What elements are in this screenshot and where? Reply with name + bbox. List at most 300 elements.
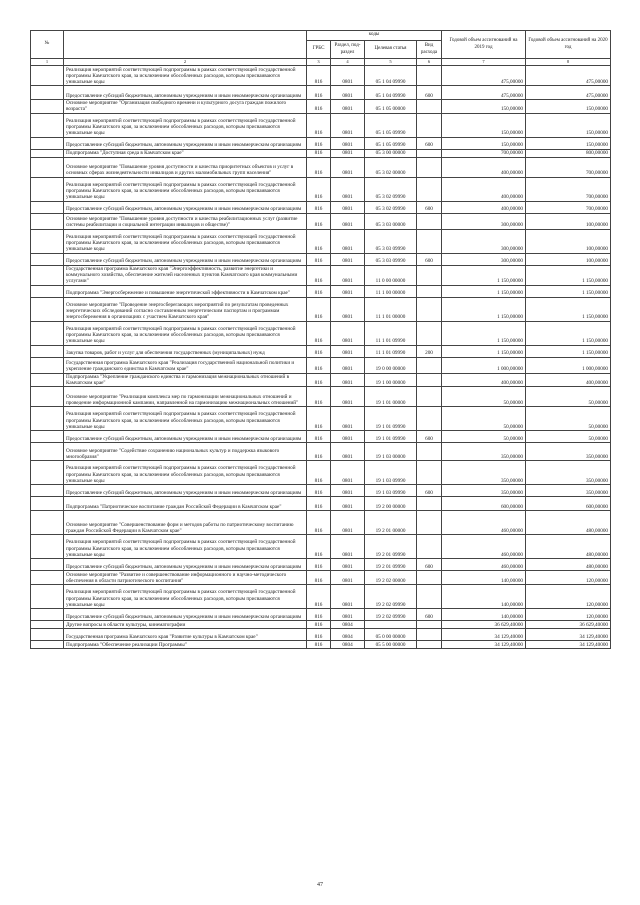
row-number-cell xyxy=(31,66,64,86)
row-razdel-cell: 0801 xyxy=(331,511,365,535)
row-razdel-cell: 0801 xyxy=(331,253,365,265)
row-cs-cell: 11 1 01 00000 xyxy=(365,297,417,321)
row-2019-cell: 50,00000 xyxy=(442,407,526,431)
row-vr-cell xyxy=(417,213,442,229)
row-name-cell: Предоставление субсидий бюджетным, автономным учреждениям и иным некоммерческим организациям xyxy=(64,431,307,443)
row-name-cell: Реализация мероприятий соответствующей подпрограммы в рамках соответствующей государственной программы Камчатского края, за исключением обособленных расходов, которым присваиваются уникальные коды xyxy=(64,66,307,86)
table-row xyxy=(31,229,611,253)
col-num: 4 xyxy=(331,59,365,66)
row-razdel-cell: 0804 xyxy=(331,641,365,649)
table-row xyxy=(31,213,611,229)
row-razdel-cell: 0801 xyxy=(331,461,365,485)
row-razdel-cell: 0801 xyxy=(331,443,365,461)
row-vr-cell xyxy=(417,407,442,431)
row-2019-cell: 50,00000 xyxy=(442,431,526,443)
row-2020-cell: 100,00000 xyxy=(526,213,611,229)
table-row xyxy=(31,137,611,149)
row-2020-cell: 600,00000 xyxy=(526,497,611,511)
row-razdel-cell: 0801 xyxy=(331,177,365,201)
row-grbs-cell: 816 xyxy=(307,201,331,213)
row-cs-cell: 05 3 03 09990 xyxy=(365,229,417,253)
row-vr-cell xyxy=(417,373,442,386)
row-cs-cell: 19 1 03 09990 xyxy=(365,461,417,485)
row-2019-cell: 140,00000 xyxy=(442,609,526,621)
table-row xyxy=(31,535,611,559)
row-number-cell xyxy=(31,113,64,137)
table-row xyxy=(31,387,611,407)
row-grbs-cell: 816 xyxy=(307,641,331,649)
table-row xyxy=(31,357,611,373)
col-number-header: № xyxy=(31,31,64,59)
row-number-cell xyxy=(31,407,64,431)
row-grbs-cell: 816 xyxy=(307,357,331,373)
row-number-cell xyxy=(31,535,64,559)
row-name-cell: Основное мероприятие "Повышение уровня доступности и качества приоритетных объектов и услуг в основных сферах жизнедеятельности инвалидов и других маломобильных групп населения" xyxy=(64,157,307,177)
row-2019-cell: 460,00000 xyxy=(442,559,526,571)
row-grbs-cell: 816 xyxy=(307,511,331,535)
row-2019-cell: 1 150,00000 xyxy=(442,321,526,345)
table-row xyxy=(31,641,611,649)
row-cs-cell: 05 1 05 00000 xyxy=(365,100,417,113)
row-grbs-cell: 816 xyxy=(307,213,331,229)
row-grbs-cell: 816 xyxy=(307,345,331,357)
row-razdel-cell: 0801 xyxy=(331,387,365,407)
row-vr-cell xyxy=(417,535,442,559)
row-2019-cell: 34 129,40000 xyxy=(442,641,526,649)
row-grbs-cell: 816 xyxy=(307,373,331,386)
row-2020-cell: 480,00000 xyxy=(526,535,611,559)
row-number-cell xyxy=(31,253,64,265)
row-2019-cell: 150,00000 xyxy=(442,137,526,149)
table-row xyxy=(31,407,611,431)
row-2019-cell: 140,00000 xyxy=(442,571,526,585)
row-grbs-cell: 816 xyxy=(307,285,331,297)
row-2020-cell: 1 150,00000 xyxy=(526,285,611,297)
row-cs-cell: 05 1 04 09990 xyxy=(365,66,417,86)
row-cs-cell: 19 1 03 09990 xyxy=(365,485,417,497)
row-vr-cell xyxy=(417,571,442,585)
row-razdel-cell: 0801 xyxy=(331,201,365,213)
row-name-cell: Подпрограмма "Патриотическое воспитание граждан Российской Федерации в Камчатском крае" xyxy=(64,497,307,511)
row-vr-cell: 600 xyxy=(417,137,442,149)
row-2020-cell: 50,00000 xyxy=(526,407,611,431)
row-grbs-cell: 816 xyxy=(307,66,331,86)
table-row xyxy=(31,285,611,297)
row-2020-cell: 1 150,00000 xyxy=(526,321,611,345)
row-cs-cell: 05 3 00 00000 xyxy=(365,149,417,157)
row-number-cell xyxy=(31,157,64,177)
row-razdel-cell: 0801 xyxy=(331,345,365,357)
row-grbs-cell: 816 xyxy=(307,100,331,113)
row-cs-cell: 19 2 02 09990 xyxy=(365,609,417,621)
row-razdel-cell: 0801 xyxy=(331,86,365,100)
column-numbers-row xyxy=(31,59,611,66)
row-2019-cell: 350,00000 xyxy=(442,443,526,461)
row-number-cell xyxy=(31,297,64,321)
row-cs-cell: 05 3 03 09990 xyxy=(365,253,417,265)
row-grbs-cell: 816 xyxy=(307,265,331,285)
row-2020-cell: 480,00000 xyxy=(526,511,611,535)
row-number-cell xyxy=(31,345,64,357)
row-2019-cell: 700,00000 xyxy=(442,149,526,157)
col-2020-header: Годовой объем ассигнований на 2020 год xyxy=(526,31,611,59)
row-grbs-cell: 816 xyxy=(307,113,331,137)
row-razdel-cell: 0801 xyxy=(331,373,365,386)
row-2020-cell: 1 150,00000 xyxy=(526,345,611,357)
row-razdel-cell: 0801 xyxy=(331,321,365,345)
row-cs-cell: 05 3 02 09990 xyxy=(365,177,417,201)
row-grbs-cell: 816 xyxy=(307,629,331,641)
row-name-cell: Подпрограмма "Обеспечение реализации Программы" xyxy=(64,641,307,649)
row-2020-cell: 120,00000 xyxy=(526,585,611,609)
row-razdel-cell: 0801 xyxy=(331,407,365,431)
table-row xyxy=(31,345,611,357)
row-razdel-cell: 0801 xyxy=(331,297,365,321)
col-cs-header: Целевая статья xyxy=(365,41,417,59)
row-razdel-cell: 0801 xyxy=(331,285,365,297)
row-number-cell xyxy=(31,641,64,649)
table-row xyxy=(31,113,611,137)
row-number-cell xyxy=(31,609,64,621)
row-number-cell xyxy=(31,285,64,297)
row-name-cell: Реализация мероприятий соответствующей подпрограммы в рамках соответствующей государственной программы Камчатского края, за исключением обособленных расходов, которым присваиваются уникальные коды xyxy=(64,407,307,431)
row-number-cell xyxy=(31,86,64,100)
row-cs-cell: 19 2 00 00000 xyxy=(365,497,417,511)
row-vr-cell xyxy=(417,265,442,285)
row-vr-cell xyxy=(417,461,442,485)
row-2020-cell: 1 150,00000 xyxy=(526,265,611,285)
table-row xyxy=(31,461,611,485)
table-row xyxy=(31,321,611,345)
row-2020-cell: 350,00000 xyxy=(526,443,611,461)
row-number-cell xyxy=(31,357,64,373)
row-name-cell: Основное мероприятие "Проведение энергосберегающих мероприятий по результатам проведенных энергетических обследований согласно составленным энергетическим паспортам и программам энергосбережения в организациях с участием Камчатского края" xyxy=(64,297,307,321)
row-name-cell: Реализация мероприятий соответствующей подпрограммы в рамках соответствующей государственной программы Камчатского края, за исключением обособленных расходов, которым присваиваются уникальные коды xyxy=(64,321,307,345)
row-2020-cell: 150,00000 xyxy=(526,100,611,113)
row-grbs-cell: 816 xyxy=(307,137,331,149)
row-2019-cell: 475,00000 xyxy=(442,86,526,100)
row-2020-cell: 1 000,00000 xyxy=(526,357,611,373)
row-vr-cell xyxy=(417,321,442,345)
row-razdel-cell: 0801 xyxy=(331,113,365,137)
table-row xyxy=(31,621,611,629)
table-row xyxy=(31,297,611,321)
row-2019-cell: 150,00000 xyxy=(442,100,526,113)
row-grbs-cell: 816 xyxy=(307,443,331,461)
row-number-cell xyxy=(31,387,64,407)
row-razdel-cell: 0801 xyxy=(331,213,365,229)
table-row xyxy=(31,177,611,201)
row-name-cell: Основное мероприятие "Повышение уровня доступности и качества реабилитационных услуг (развитие системы реабилитации и социальной интеграции инвалидов и обществе)" xyxy=(64,213,307,229)
row-name-cell: Подпрограмма "Укрепление гражданского единства и гармонизация межнациональных отношений в Камчатском крае" xyxy=(64,373,307,386)
row-vr-cell xyxy=(417,177,442,201)
row-2019-cell: 400,00000 xyxy=(442,177,526,201)
row-number-cell xyxy=(31,443,64,461)
row-number-cell xyxy=(31,373,64,386)
codes-header: коды xyxy=(307,31,442,41)
row-name-cell: Предоставление субсидий бюджетным, автономным учреждениям и иным некоммерческим организациям xyxy=(64,485,307,497)
table-row xyxy=(31,373,611,386)
row-cs-cell xyxy=(365,621,417,629)
row-razdel-cell: 0801 xyxy=(331,559,365,571)
row-2020-cell: 120,00000 xyxy=(526,571,611,585)
row-name-cell: Другие вопросы в области культуры, кинематографии xyxy=(64,621,307,629)
row-name-cell: Основное мероприятие "Организация свободного времени и культурного досуга граждан пожилого возраста" xyxy=(64,100,307,113)
row-razdel-cell: 0801 xyxy=(331,137,365,149)
row-name-cell: Государственная программа Камчатского края "Развитие культуры в Камчатском крае" xyxy=(64,629,307,641)
row-vr-cell xyxy=(417,387,442,407)
row-2020-cell: 120,00000 xyxy=(526,609,611,621)
row-grbs-cell: 816 xyxy=(307,485,331,497)
row-vr-cell xyxy=(417,149,442,157)
row-2020-cell: 800,00000 xyxy=(526,149,611,157)
table-row xyxy=(31,149,611,157)
row-name-cell: Основное мероприятие "Совершенствование форм и методов работы по патриотическому воспитанию граждан Российской Федерации в Камчатском крае" xyxy=(64,511,307,535)
row-cs-cell: 05 5 00 00000 xyxy=(365,641,417,649)
row-cs-cell: 19 1 01 00000 xyxy=(365,387,417,407)
row-grbs-cell: 816 xyxy=(307,461,331,485)
table-body xyxy=(31,66,611,649)
col-grbs-header: ГРБС xyxy=(307,41,331,59)
row-2020-cell: 100,00000 xyxy=(526,253,611,265)
row-name-cell: Подпрограмма "Доступная среда в Камчатском крае" xyxy=(64,149,307,157)
table-row xyxy=(31,443,611,461)
row-cs-cell: 19 2 02 09990 xyxy=(365,585,417,609)
row-name-cell: Основное мероприятие "Развитие и совершенствование информационного и научно-методического обеспечения в области патриотического воспитания" xyxy=(64,571,307,585)
row-cs-cell: 05 3 02 09990 xyxy=(365,201,417,213)
col-num: 6 xyxy=(417,59,442,66)
row-2019-cell: 300,00000 xyxy=(442,213,526,229)
row-2019-cell: 400,00000 xyxy=(442,157,526,177)
row-vr-cell: 600 xyxy=(417,485,442,497)
row-name-cell: Государственная программа Камчатского края "Реализация государственной национальной политики и укрепление гражданского единства в Камчатском крае" xyxy=(64,357,307,373)
row-cs-cell: 05 3 02 00000 xyxy=(365,157,417,177)
row-cs-cell: 11 0 00 00000 xyxy=(365,265,417,285)
row-grbs-cell: 816 xyxy=(307,431,331,443)
row-grbs-cell: 816 xyxy=(307,571,331,585)
table-row xyxy=(31,66,611,86)
row-cs-cell: 19 2 01 09990 xyxy=(365,535,417,559)
row-2019-cell: 36 629,40000 xyxy=(442,621,526,629)
row-vr-cell xyxy=(417,113,442,137)
row-2020-cell: 350,00000 xyxy=(526,461,611,485)
row-name-cell: Предоставление субсидий бюджетным, автономным учреждениям и иным некоммерческим организациям xyxy=(64,609,307,621)
row-name-cell: Реализация мероприятий соответствующей подпрограммы в рамках соответствующей государственной программы Камчатского края, за исключением обособленных расходов, которым присваиваются уникальные коды xyxy=(64,535,307,559)
table-row xyxy=(31,100,611,113)
document-page xyxy=(30,30,610,649)
row-number-cell xyxy=(31,431,64,443)
row-2020-cell: 34 129,40000 xyxy=(526,641,611,649)
table-row xyxy=(31,629,611,641)
row-vr-cell xyxy=(417,585,442,609)
row-cs-cell: 19 0 00 00000 xyxy=(365,357,417,373)
row-vr-cell xyxy=(417,357,442,373)
row-grbs-cell: 816 xyxy=(307,585,331,609)
row-name-cell: Реализация мероприятий соответствующей подпрограммы в рамках соответствующей государственной программы Камчатского края, за исключением обособленных расходов, которым присваиваются уникальные коды xyxy=(64,177,307,201)
row-vr-cell: 600 xyxy=(417,86,442,100)
table-row xyxy=(31,571,611,585)
row-2019-cell: 1 150,00000 xyxy=(442,297,526,321)
row-2020-cell: 700,00000 xyxy=(526,157,611,177)
row-vr-cell xyxy=(417,629,442,641)
row-name-cell: Предоставление субсидий бюджетным, автономным учреждениям и иным некоммерческим организациям xyxy=(64,86,307,100)
row-2020-cell: 350,00000 xyxy=(526,485,611,497)
row-grbs-cell: 816 xyxy=(307,609,331,621)
row-razdel-cell: 0801 xyxy=(331,229,365,253)
row-2019-cell: 460,00000 xyxy=(442,511,526,535)
row-2020-cell: 475,00000 xyxy=(526,66,611,86)
row-grbs-cell: 816 xyxy=(307,229,331,253)
row-razdel-cell: 0801 xyxy=(331,100,365,113)
row-cs-cell: 19 2 01 00000 xyxy=(365,511,417,535)
row-2019-cell: 1 150,00000 xyxy=(442,345,526,357)
row-grbs-cell: 816 xyxy=(307,157,331,177)
row-number-cell xyxy=(31,265,64,285)
row-name-cell: Реализация мероприятий соответствующей подпрограммы в рамках соответствующей государственной программы Камчатского края, за исключением обособленных расходов, которым присваиваются уникальные коды xyxy=(64,461,307,485)
row-name-cell: Реализация мероприятий соответствующей подпрограммы в рамках соответствующей государственной программы Камчатского края, за исключением обособленных расходов, которым присваиваются уникальные коды xyxy=(64,229,307,253)
row-cs-cell: 05 1 05 09990 xyxy=(365,113,417,137)
col-num: 1 xyxy=(31,59,64,66)
row-number-cell xyxy=(31,585,64,609)
row-number-cell xyxy=(31,621,64,629)
row-razdel-cell: 0801 xyxy=(331,431,365,443)
row-2020-cell: 34 129,40000 xyxy=(526,629,611,641)
page-number: 47 xyxy=(317,882,323,888)
row-cs-cell: 05 0 00 00000 xyxy=(365,629,417,641)
row-vr-cell xyxy=(417,511,442,535)
row-number-cell xyxy=(31,213,64,229)
row-2020-cell: 700,00000 xyxy=(526,177,611,201)
row-vr-cell: 600 xyxy=(417,431,442,443)
row-name-cell: Закупка товаров, работ и услуг для обеспечения государственных (муниципальных) нужд xyxy=(64,345,307,357)
col-vr-header: Вид расхода xyxy=(417,41,442,59)
row-2020-cell: 36 629,40000 xyxy=(526,621,611,629)
row-name-cell: Основное мероприятие "Реализация комплекса мер по гармонизации межнациональных отношений и проведение информационной кампании, направленной на гармонизацию межнациональных отношений" xyxy=(64,387,307,407)
row-vr-cell xyxy=(417,66,442,86)
row-vr-cell xyxy=(417,157,442,177)
table-row xyxy=(31,86,611,100)
row-vr-cell xyxy=(417,641,442,649)
row-2019-cell: 475,00000 xyxy=(442,66,526,86)
table-row xyxy=(31,585,611,609)
row-number-cell xyxy=(31,559,64,571)
row-grbs-cell: 816 xyxy=(307,497,331,511)
row-grbs-cell: 816 xyxy=(307,407,331,431)
row-2019-cell: 1 150,00000 xyxy=(442,285,526,297)
row-name-cell: Подпрограмма "Энергосбережение и повышение энергетической эффективности в Камчатском крае" xyxy=(64,285,307,297)
table-row xyxy=(31,265,611,285)
row-number-cell xyxy=(31,100,64,113)
row-razdel-cell: 0801 xyxy=(331,149,365,157)
row-vr-cell xyxy=(417,229,442,253)
row-vr-cell: 600 xyxy=(417,201,442,213)
row-2019-cell: 400,00000 xyxy=(442,373,526,386)
row-razdel-cell: 0801 xyxy=(331,535,365,559)
row-vr-cell xyxy=(417,443,442,461)
row-number-cell xyxy=(31,497,64,511)
row-razdel-cell: 0801 xyxy=(331,66,365,86)
row-razdel-cell: 0801 xyxy=(331,485,365,497)
row-2019-cell: 300,00000 xyxy=(442,229,526,253)
row-cs-cell: 05 1 04 09990 xyxy=(365,86,417,100)
col-2019-header: Годовой объем ассигнований на 2019 год xyxy=(442,31,526,59)
row-vr-cell: 200 xyxy=(417,345,442,357)
row-razdel-cell: 0801 xyxy=(331,609,365,621)
row-2020-cell: 100,00000 xyxy=(526,229,611,253)
table-row xyxy=(31,485,611,497)
row-cs-cell: 19 2 02 00000 xyxy=(365,571,417,585)
row-razdel-cell: 0801 xyxy=(331,357,365,373)
col-razdel-header: Раздел, под-раздел xyxy=(331,41,365,59)
row-2019-cell: 400,00000 xyxy=(442,201,526,213)
row-number-cell xyxy=(31,461,64,485)
row-2019-cell: 50,00000 xyxy=(442,387,526,407)
row-2019-cell: 350,00000 xyxy=(442,485,526,497)
table-row xyxy=(31,511,611,535)
row-vr-cell: 600 xyxy=(417,253,442,265)
row-name-cell: Основное мероприятие "Содействие сохранению национальных культур и поддержка языкового многообразия" xyxy=(64,443,307,461)
row-cs-cell: 05 1 05 09990 xyxy=(365,137,417,149)
row-2020-cell: 150,00000 xyxy=(526,113,611,137)
table-row xyxy=(31,497,611,511)
row-2020-cell: 400,00000 xyxy=(526,373,611,386)
row-grbs-cell: 816 xyxy=(307,621,331,629)
row-razdel-cell: 0801 xyxy=(331,157,365,177)
col-num: 2 xyxy=(64,59,307,66)
row-cs-cell: 05 3 03 00000 xyxy=(365,213,417,229)
table-row xyxy=(31,559,611,571)
table-row xyxy=(31,157,611,177)
row-grbs-cell: 816 xyxy=(307,297,331,321)
row-vr-cell: 600 xyxy=(417,559,442,571)
row-2020-cell: 480,00000 xyxy=(526,559,611,571)
row-2019-cell: 350,00000 xyxy=(442,461,526,485)
row-cs-cell: 19 1 01 09990 xyxy=(365,407,417,431)
row-2020-cell: 700,00000 xyxy=(526,201,611,213)
row-grbs-cell: 816 xyxy=(307,387,331,407)
row-2019-cell: 1 000,00000 xyxy=(442,357,526,373)
row-razdel-cell: 0801 xyxy=(331,585,365,609)
row-2019-cell: 460,00000 xyxy=(442,535,526,559)
row-2019-cell: 140,00000 xyxy=(442,585,526,609)
row-vr-cell xyxy=(417,100,442,113)
row-cs-cell: 11 1 01 09990 xyxy=(365,345,417,357)
row-name-cell: Реализация мероприятий соответствующей подпрограммы в рамках соответствующей государственной программы Камчатского края, за исключением обособленных расходов, которым присваиваются уникальные коды xyxy=(64,113,307,137)
row-number-cell xyxy=(31,485,64,497)
row-name-cell: Предоставление субсидий бюджетным, автономным учреждениям и иным некоммерческим организациям xyxy=(64,137,307,149)
row-name-cell: Предоставление субсидий бюджетным, автономным учреждениям и иным некоммерческим организациям xyxy=(64,559,307,571)
row-name-cell: Государственная программа Камчатского края "Энергоэффективность, развитие энергетики и коммунального хозяйства, обеспечение жителей населенных пунктов Камчатского края коммунальными услугами" xyxy=(64,265,307,285)
row-cs-cell: 19 1 03 00000 xyxy=(365,443,417,461)
row-grbs-cell: 816 xyxy=(307,559,331,571)
row-vr-cell xyxy=(417,497,442,511)
row-name-cell: Предоставление субсидий бюджетным, автономным учреждениям и иным некоммерческим организациям xyxy=(64,201,307,213)
row-vr-cell xyxy=(417,297,442,321)
row-number-cell xyxy=(31,137,64,149)
row-cs-cell: 19 1 01 09990 xyxy=(365,431,417,443)
row-razdel-cell: 0801 xyxy=(331,571,365,585)
row-2020-cell: 50,00000 xyxy=(526,431,611,443)
row-cs-cell: 11 1 01 09990 xyxy=(365,321,417,345)
col-num: 8 xyxy=(526,59,611,66)
row-name-cell: Реализация мероприятий соответствующей подпрограммы в рамках соответствующей государственной программы Камчатского края, за исключением обособленных расходов, которым присваиваются уникальные коды xyxy=(64,585,307,609)
row-vr-cell xyxy=(417,285,442,297)
row-grbs-cell: 816 xyxy=(307,321,331,345)
col-num: 3 xyxy=(307,59,331,66)
row-2019-cell: 150,00000 xyxy=(442,113,526,137)
table-row xyxy=(31,201,611,213)
row-name-cell: Предоставление субсидий бюджетным, автономным учреждениям и иным некоммерческим организациям xyxy=(64,253,307,265)
